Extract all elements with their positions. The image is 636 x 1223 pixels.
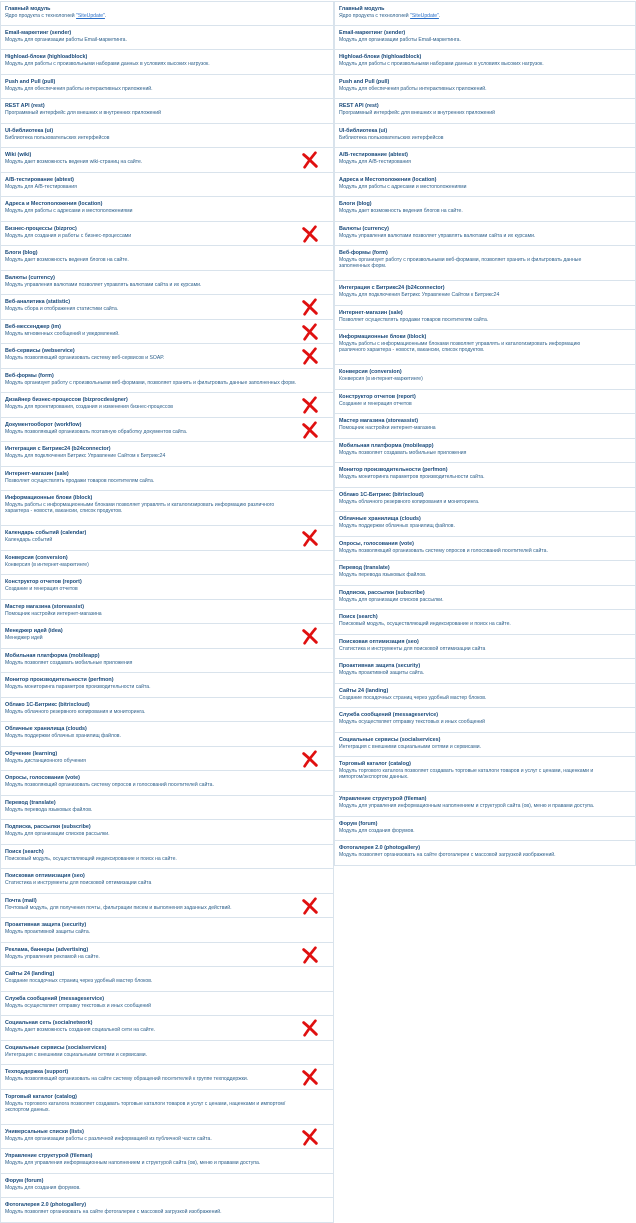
red-cross-icon (301, 1019, 319, 1037)
red-cross-icon (301, 347, 319, 365)
module-row-security (334, 659, 636, 684)
module-title: Главный модуль (339, 6, 385, 12)
module-description: Модуль для работы с адресами и местоположениями (339, 183, 467, 190)
module-row-bizprocdesigner (0, 393, 334, 418)
module-title: Проактивная защита (security) (5, 922, 87, 928)
module-title: Социальные сервисы (socialservices) (339, 736, 441, 743)
module-row-photogallery (0, 1198, 334, 1223)
module-title: Техподдержка (support) (5, 1069, 69, 1075)
siteupdate-link[interactable]: "SiteUpdate" (410, 13, 439, 19)
module-row-subscribe (0, 820, 334, 845)
red-cross-icon (301, 421, 319, 439)
module-description: Модуль для проектирования, создания и изменения бизнес-процессов (5, 404, 173, 410)
module-description: Модуль для A/B-тестирования (5, 183, 77, 190)
module-title: Почта (mail) (5, 897, 37, 904)
module-title: Email-маркетинг (sender) (5, 29, 72, 36)
module-title: Календарь событий (calendar) (5, 530, 87, 536)
module-row-search (0, 845, 334, 870)
module-title: Wiki (wiki) (5, 152, 32, 158)
module-description: Модуль дает возможность ведения блогов на сайте. (339, 208, 463, 214)
red-cross-icon (301, 1068, 319, 1086)
module-title: Конверсия (conversion) (339, 369, 402, 375)
module-row-statistic (0, 295, 334, 320)
module-description: Программный интерфейс для внешних и внутренних приложений (339, 110, 495, 116)
module-title: Опросы, голосования (vote) (339, 540, 414, 547)
module-description: Модуль осуществляет отправку текстовых и иных сообщений (339, 719, 485, 725)
module-row-sender (334, 26, 636, 51)
module-title: Валюты (currency) (339, 225, 389, 232)
module-description: Модуль позволяющий организовать систему веб-сервисов и SOAP. (5, 355, 165, 361)
module-row-b24connector (334, 281, 636, 306)
module-title: Бизнес-процессы (bizproc) (5, 225, 77, 232)
module-row-fileman (0, 1149, 334, 1174)
module-row-bitrixcloud (0, 698, 334, 723)
module-row-idea (0, 624, 334, 649)
module-row-mobileapp (334, 439, 636, 464)
module-row-conversion (0, 551, 334, 576)
description-suffix: . (104, 13, 107, 19)
module-description: Модуль организует работу с произвольными веб-формами, позволяет хранить и фильтровать данные заполненных форм. (5, 379, 296, 386)
module-description (339, 13, 631, 19)
module-title: Информационные блоки (iblock) (5, 495, 93, 501)
module-row-abtest (0, 173, 334, 198)
module-row-sale (334, 306, 636, 331)
module-title: Облако 1С-Битрикс (bitrixcloud) (339, 491, 424, 498)
module-description: Модуль сбора и отображения статистики сайта. (5, 306, 119, 312)
module-title: Служба сообщений (messageservice) (339, 712, 439, 718)
description-prefix: Ядро продукта с технологией (5, 13, 77, 19)
module-row-location (334, 173, 636, 198)
module-title: Интернет-магазин (sale) (339, 309, 403, 316)
module-description: Библиотека пользовательских интерфейсов (339, 134, 444, 141)
module-row-translate (334, 561, 636, 586)
module-title: Веб-формы (form) (5, 372, 54, 379)
module-title: Интеграция с Битрикс24 (b24connector) (5, 446, 111, 452)
module-row-bitrixcloud (334, 488, 636, 513)
module-title: Управление структурой (fileman) (339, 796, 427, 802)
module-description: Модуль осуществляет отправку текстовых и иных сообщений (5, 1002, 151, 1009)
module-row-catalog (334, 757, 636, 792)
module-title: REST API (rest) (339, 103, 379, 109)
module-description: Модуль поддержки облачных хранилищ файлов. (5, 733, 121, 739)
module-row-clouds (334, 512, 636, 537)
module-row-photogallery (334, 841, 636, 866)
module-row-advertising (0, 943, 334, 968)
module-row-highloadblock (334, 50, 636, 75)
module-description: Менеджер идей (5, 635, 43, 641)
module-title: Торговый каталог (catalog) (339, 761, 411, 767)
module-description: Модуль позволяет создавать мобильные приложения (339, 449, 467, 456)
module-title: Конверсия (conversion) (5, 554, 68, 561)
module-description: Помощник настройки интернет-магазина (339, 425, 436, 431)
module-title: Менеджер идей (idea) (5, 628, 63, 634)
module-row-forum (0, 1174, 334, 1199)
module-row-blog (0, 246, 334, 271)
module-row-iblock (334, 330, 636, 365)
module-description: Модуль для работы с произвольными наборами данных в условиях высоких нагрузок. (5, 61, 210, 67)
red-cross-icon (301, 396, 319, 414)
module-description: Статистика и инструменты для поисковой оптимизации сайта (339, 645, 486, 652)
module-title: Интеграция с Битрикс24 (b24connector) (339, 285, 445, 291)
module-row-bizproc (0, 222, 334, 247)
module-title: Конструктор отчетов (report) (5, 579, 82, 585)
module-title: Поисковая оптимизация (seo) (5, 873, 85, 879)
module-description: Модуль торгового каталога позволяет создавать торговые каталоги товаров и услуг с ценами, наценками и импортом/экспортом данных. (5, 1100, 286, 1113)
module-title: Фотогалерея 2.0 (photogallery) (339, 845, 421, 851)
module-row-mobileapp (0, 649, 334, 674)
module-title: Поисковая оптимизация (seo) (339, 638, 419, 645)
red-cross-icon (301, 529, 319, 547)
module-row-support (0, 1065, 334, 1090)
module-row-search (334, 610, 636, 635)
module-description: Модуль для создания форумов. (339, 827, 415, 834)
module-row-pull (334, 75, 636, 100)
module-title: UI-библиотека (ui) (5, 127, 54, 134)
module-description: Модуль для работы с адресами и местоположениями (5, 208, 133, 214)
module-description: Создание посадочных страниц через удобный мастер блоков. (339, 694, 487, 701)
module-description: Модуль перевода языковых файлов. (5, 806, 93, 813)
module-title: Дизайнер бизнес-процессов (bizprocdesigner) (5, 397, 128, 403)
module-title: Форум (forum) (339, 820, 378, 827)
module-description: Модуль облачного резервного копирования и мониторинга. (339, 498, 480, 505)
module-row-location (0, 197, 334, 222)
module-description: Модуль проактивной защиты сайта. (5, 929, 91, 935)
module-title: Highload-блоки (highloadblock) (339, 54, 422, 60)
module-title: Облачные хранилища (clouds) (339, 516, 421, 522)
module-title: Социальные сервисы (socialservices) (5, 1044, 107, 1051)
module-title: Монитор производительности (perfmon) (5, 677, 114, 683)
module-title: Облачные хранилища (clouds) (5, 726, 87, 732)
module-row-conversion (334, 365, 636, 390)
module-title: Веб-аналитика (statistic) (5, 299, 71, 305)
module-row-main (334, 1, 636, 26)
module-row-calendar (0, 526, 334, 551)
module-description: Создание и генерация отчетов (339, 400, 412, 407)
module-title: Веб-сервисы (webservice) (5, 348, 75, 354)
module-row-socialservices (0, 1041, 334, 1066)
module-row-highloadblock (0, 50, 334, 75)
module-description: Модуль проактивной защиты сайта. (339, 670, 425, 676)
module-title: Блоги (blog) (5, 250, 38, 256)
module-row-blog (334, 197, 636, 222)
module-title: Highload-блоки (highloadblock) (5, 54, 88, 60)
module-description: Конверсия (в интернет-маркетинге) (5, 561, 89, 568)
module-row-security (0, 918, 334, 943)
module-row-rest (0, 99, 334, 124)
module-row-socialservices (334, 733, 636, 758)
red-cross-icon (301, 946, 319, 964)
module-title: Сайты 24 (landing) (5, 971, 55, 977)
module-row-mail (0, 894, 334, 919)
module-description: Модуль для организации списков рассылки. (5, 831, 110, 837)
module-description: Модуль для работы с произвольными наборами данных в условиях высоких нагрузок. (339, 61, 544, 67)
module-row-landing (334, 684, 636, 709)
module-description: Модуль торгового каталога позволяет создавать торговые каталоги товаров и услуг с ценами, наценками и импортом/экспортом данных. (339, 768, 594, 781)
module-row-b24connector (0, 442, 334, 467)
module-title: Перевод (translate) (5, 799, 56, 806)
red-cross-icon (301, 151, 319, 169)
module-title: Интернет-магазин (sale) (5, 470, 69, 477)
module-row-pull (0, 75, 334, 100)
module-title: Реклама, баннеры (advertising) (5, 946, 89, 953)
module-description: Модуль для обеспечения работы интерактивных приложений. (5, 85, 153, 92)
module-row-sale (0, 467, 334, 492)
module-description: Модуль для организации работы Email-маркетинга. (339, 36, 461, 43)
module-row-perfmon (0, 673, 334, 698)
module-title: Служба сообщений (messageservice) (5, 995, 105, 1002)
module-description: Библиотека пользовательских интерфейсов (5, 134, 110, 141)
module-row-catalog (0, 1090, 334, 1125)
module-title: Сайты 24 (landing) (339, 687, 389, 694)
module-description: Модуль для организации списков рассылки. (339, 596, 444, 603)
module-title: Информационные блоки (iblock) (339, 334, 427, 340)
module-row-form (334, 246, 636, 281)
module-description: Помощник настройки интернет-магазина (5, 610, 102, 617)
module-row-ui (0, 124, 334, 149)
module-title: Мобильная платформа (mobileapp) (5, 652, 100, 659)
module-title: Конструктор отчетов (report) (339, 393, 416, 400)
module-title: Документооборот (workflow) (5, 421, 82, 428)
module-description: Модуль облачного резервного копирования и мониторинга. (5, 708, 146, 715)
module-description: Модуль позволяет организовать на сайте фотогалереи с массовой загрузкой изображений. (5, 1209, 222, 1215)
module-row-messageservice (0, 992, 334, 1017)
module-description: Модуль для A/B-тестирования (339, 159, 411, 165)
module-row-abtest (334, 148, 636, 173)
module-title: Фотогалерея 2.0 (photogallery) (5, 1202, 87, 1208)
module-row-learning (0, 747, 334, 772)
module-description: Модуль для организации работы Email-маркетинга. (5, 36, 127, 43)
module-title: Адреса и Местоположения (location) (5, 201, 103, 207)
module-row-vote (0, 771, 334, 796)
module-description: Модуль для подключения Битрикс Управление Сайтом к Битрикс24 (339, 292, 500, 298)
module-title: Поиск (search) (339, 614, 378, 620)
module-list-before (0, 1, 334, 1223)
module-description: Поисковый модуль, осуществляющий индексирование и поиск на сайте. (339, 621, 511, 627)
module-row-main (0, 1, 334, 26)
module-title: Управление структурой (fileman) (5, 1153, 93, 1159)
module-description: Модуль для обеспечения работы интерактивных приложений. (339, 85, 487, 92)
module-title: Проактивная защита (security) (339, 663, 421, 669)
module-description: Модуль для организации работы с различной информацией из публичной части сайта. (5, 1135, 212, 1142)
module-row-currency (334, 222, 636, 247)
module-description: Поисковый модуль, осуществляющий индексирование и поиск на сайте. (5, 855, 177, 862)
module-title: Веб-формы (form) (339, 250, 388, 256)
module-description: Модуль для подключения Битрикс Управление Сайтом к Битрикс24 (5, 453, 166, 459)
siteupdate-link[interactable]: "SiteUpdate" (76, 13, 105, 19)
module-description: Модуль мгновенных сообщений и уведомлений. (5, 330, 120, 337)
module-title: Монитор производительности (perfmon) (339, 467, 448, 473)
module-description: Модуль управления валютами позволяет управлять валютами сайта и их курсами. (339, 232, 536, 239)
module-description: Модуль позволяет организовать на сайте фотогалереи с массовой загрузкой изображений. (339, 852, 556, 858)
module-description: Модуль позволяет создавать мобильные приложения (5, 659, 133, 666)
module-description: Модуль управления валютами позволяет управлять валютами сайта и их курсами. (5, 281, 202, 288)
module-description: Почтовый модуль, для получения почты, фильтрации писем и выполнения заданных действий. (5, 904, 232, 911)
module-title: Главный модуль (5, 6, 51, 12)
module-title: Поиск (search) (5, 848, 44, 855)
module-row-currency (0, 271, 334, 296)
module-row-subscribe (334, 586, 636, 611)
module-row-lists (0, 1125, 334, 1150)
module-description: Модуль управления рекламой на сайте. (5, 953, 100, 960)
module-description: Модуль дает возможность ведения блогов на сайте. (5, 257, 129, 263)
module-row-socialnetwork (0, 1016, 334, 1041)
module-title: Облако 1С-Битрикс (bitrixcloud) (5, 701, 90, 708)
module-list-after (334, 1, 636, 866)
module-description: Позволяет осуществлять продажи товаров посетителям сайта. (339, 316, 489, 323)
module-description: Конверсия (в интернет-маркетинге) (339, 376, 423, 382)
red-cross-icon (301, 298, 319, 316)
module-title: A/B-тестирование (abtest) (339, 152, 408, 158)
module-row-fileman (334, 792, 636, 817)
module-title: UI-библиотека (ui) (339, 127, 388, 134)
module-description: Модуль организует работу с произвольными веб-формами, позволяет хранить и фильтровать данные заполненных форм. (339, 257, 582, 270)
module-description: Создание и генерация отчетов (5, 586, 78, 592)
module-description: Интеграция с внешними социальными сетями и сервисами. (339, 743, 481, 750)
module-description (5, 13, 329, 19)
module-description: Модуль позволяющий организовать поэтапную обработку документов сайта. (5, 428, 188, 435)
module-row-rest (334, 99, 636, 124)
module-description: Модуль дает возможность ведения wiki-страниц на сайте. (5, 159, 143, 165)
red-cross-icon (301, 627, 319, 645)
module-description: Статистика и инструменты для поисковой оптимизации сайта (5, 880, 152, 886)
module-row-im (0, 320, 334, 345)
module-row-sender (0, 26, 334, 51)
module-row-storeassist (334, 414, 636, 439)
module-title: Блоги (blog) (339, 201, 372, 207)
module-description: Модуль для управления информационным наполнением и структурой сайта (ов), меню и правами доступа. (5, 1160, 261, 1166)
module-description: Модуль позволяющий организовать систему опросов и голосований посетителей сайта. (5, 782, 214, 788)
module-description: Календарь событий (5, 537, 53, 543)
module-description: Модуль для создания и работы с бизнес-процессами (5, 232, 132, 239)
module-description: Модуль работы с информационными блоками позволяет управлять и каталогизировать информацию различного характера - новости, вакансии, список продуктов. (5, 502, 275, 515)
module-row-landing (0, 967, 334, 992)
module-row-report (334, 390, 636, 415)
red-cross-icon (301, 897, 319, 915)
module-title: Подписка, рассылки (subscribe) (5, 824, 91, 830)
module-row-webservice (0, 344, 334, 369)
module-row-storeassist (0, 600, 334, 625)
red-cross-icon (301, 1128, 319, 1146)
module-title: Опросы, голосования (vote) (5, 775, 80, 781)
module-title: Обучение (learning) (5, 750, 58, 757)
module-row-wiki (0, 148, 334, 173)
module-title: A/B-тестирование (abtest) (5, 176, 74, 183)
red-cross-icon (301, 225, 319, 243)
module-description: Программный интерфейс для внешних и внутренних приложений (5, 110, 161, 116)
module-title: Торговый каталог (catalog) (5, 1093, 77, 1100)
module-description: Модуль поддержки облачных хранилищ файлов. (339, 523, 455, 529)
module-title: REST API (rest) (5, 103, 45, 109)
module-title: Перевод (translate) (339, 565, 390, 571)
red-cross-icon (301, 323, 319, 341)
module-row-iblock (0, 491, 334, 526)
module-description: Модуль перевода языковых файлов. (339, 572, 427, 578)
module-description: Позволяет осуществлять продажи товаров посетителям сайта. (5, 477, 155, 484)
module-title: Мастер магазина (storeassist) (5, 603, 85, 610)
module-row-perfmon (334, 463, 636, 488)
module-description: Модуль позволяющий организовать систему опросов и голосований посетителей сайта. (339, 547, 548, 554)
module-description: Модуль позволяющий организовать на сайте систему обращений посетителей к группе техподдержки. (5, 1076, 249, 1082)
module-row-ui (334, 124, 636, 149)
module-row-form (0, 369, 334, 394)
module-title: Универсальные списки (lists) (5, 1128, 84, 1135)
description-suffix: . (438, 13, 441, 19)
module-row-seo (0, 869, 334, 894)
module-title: Веб-мессенджер (im) (5, 323, 61, 330)
module-title: Push and Pull (pull) (5, 78, 56, 85)
module-title: Push and Pull (pull) (339, 78, 390, 85)
module-description: Модуль мониторинга параметров производительности сайта. (5, 684, 151, 690)
module-title: Мобильная платформа (mobileapp) (339, 442, 434, 449)
module-title: Социальная сеть (socialnetwork) (5, 1020, 93, 1026)
red-cross-icon (301, 750, 319, 768)
module-title: Валюты (currency) (5, 274, 55, 281)
module-description: Модуль дистанционного обучения (5, 757, 86, 764)
module-row-workflow (0, 418, 334, 443)
module-row-seo (334, 635, 636, 660)
module-row-vote (334, 537, 636, 562)
module-title: Адреса и Местоположения (location) (339, 176, 437, 183)
module-description: Модуль мониторинга параметров производительности сайта. (339, 474, 485, 480)
module-description: Модуль для создания форумов. (5, 1184, 81, 1191)
module-description: Модуль для управления информационным наполнением и структурой сайта (ов), меню и правами доступа. (339, 803, 595, 809)
module-description: Модуль работы с информационными блоками позволяет управлять и каталогизировать информацию различного характера - новости, вакансии, список продуктов. (339, 341, 581, 354)
module-title: Email-маркетинг (sender) (339, 29, 406, 36)
module-row-messageservice (334, 708, 636, 733)
module-title: Мастер магазина (storeassist) (339, 418, 419, 424)
module-description: Интеграция с внешними социальными сетями и сервисами. (5, 1051, 147, 1058)
module-title: Форум (forum) (5, 1177, 44, 1184)
description-prefix: Ядро продукта с технологией (339, 13, 411, 19)
module-description: Создание посадочных страниц через удобный мастер блоков. (5, 978, 153, 984)
module-title: Подписка, рассылки (subscribe) (339, 589, 425, 596)
module-description: Модуль дает возможность создания социальной сети на сайте. (5, 1027, 156, 1033)
module-row-report (0, 575, 334, 600)
module-row-clouds (0, 722, 334, 747)
module-row-forum (334, 817, 636, 842)
module-row-translate (0, 796, 334, 821)
